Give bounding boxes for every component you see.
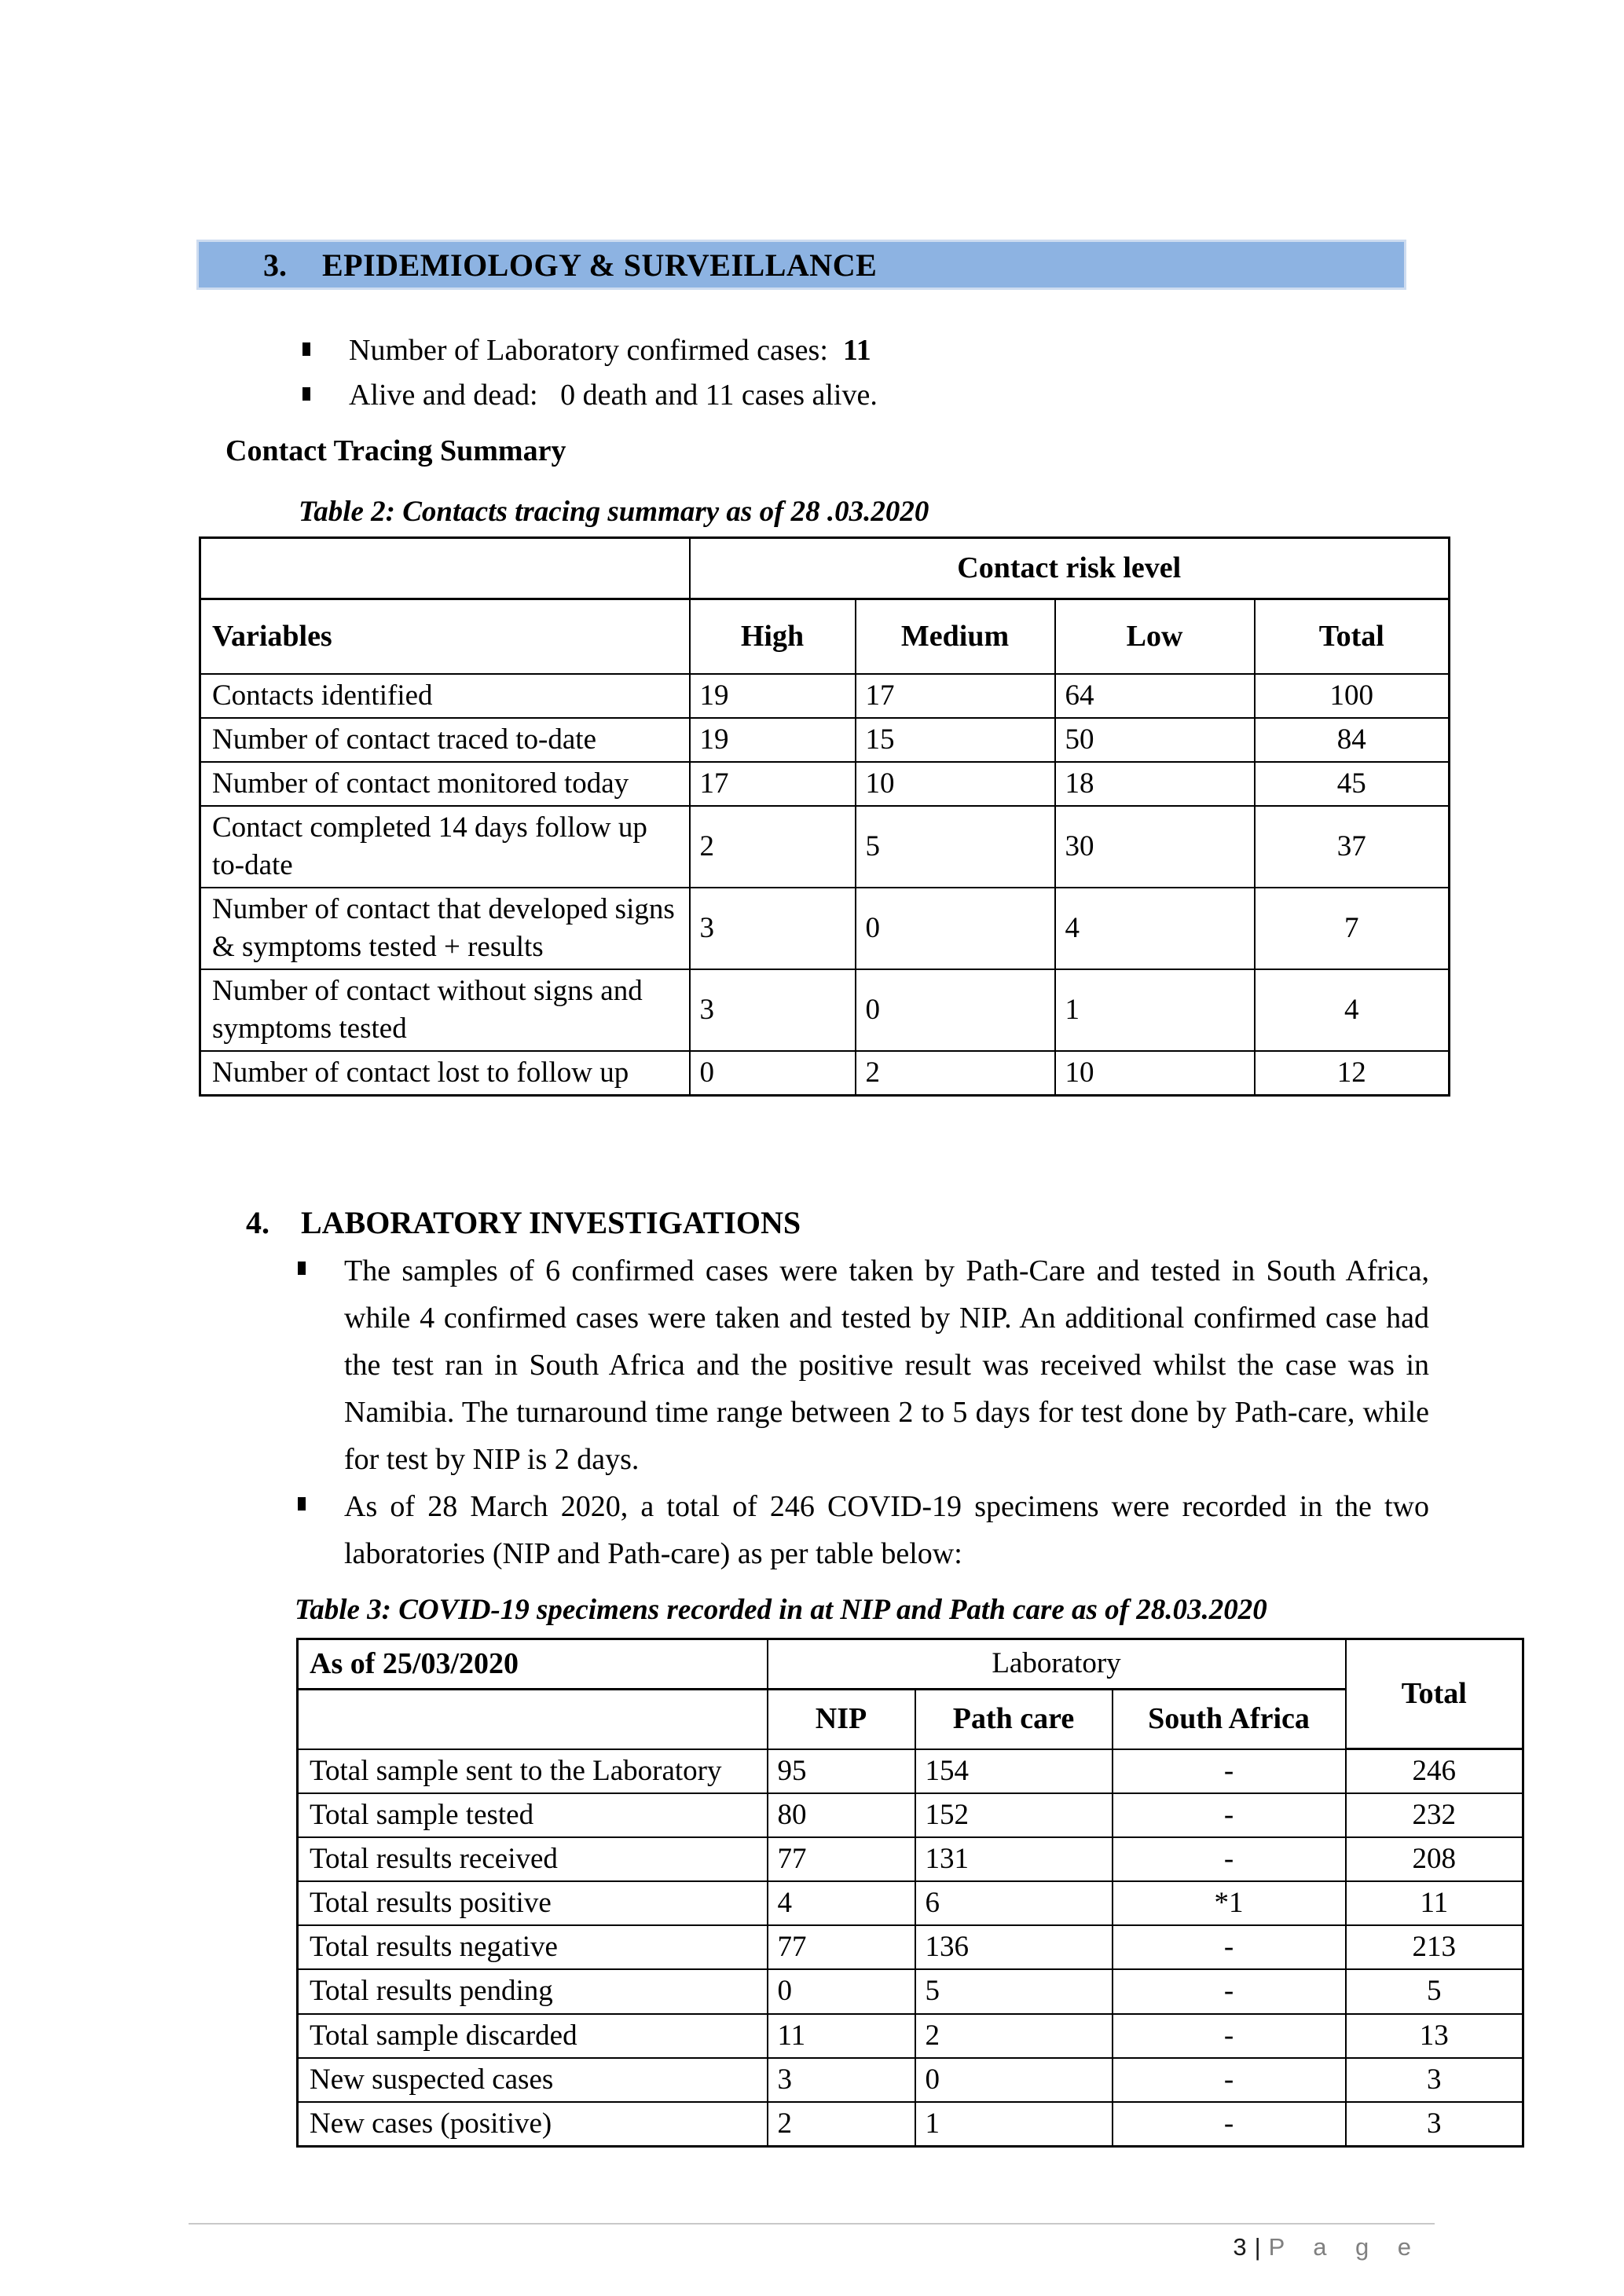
square-bullet-icon xyxy=(302,387,310,401)
cell-southafrica: - xyxy=(1113,2058,1346,2102)
cell-low: 10 xyxy=(1055,1051,1255,1096)
table3-empty-cell xyxy=(298,1690,768,1749)
section4-number: 4. xyxy=(246,1205,269,1240)
cell-variable: Total sample tested xyxy=(298,1793,768,1837)
cell-high: 2 xyxy=(690,806,856,888)
cell-total: 7 xyxy=(1255,888,1450,969)
cell-pathcare: 136 xyxy=(915,1925,1113,1969)
table-row xyxy=(298,1969,1523,2013)
square-bullet-icon xyxy=(298,1262,306,1275)
table-row xyxy=(298,1793,1523,1837)
table2-col-medium: Medium xyxy=(856,599,1055,674)
cell-medium: 15 xyxy=(856,718,1055,762)
contact-tracing-heading: Contact Tracing Summary xyxy=(225,434,566,467)
table3-col-pathcare: Path care xyxy=(915,1690,1113,1749)
cell-total: 232 xyxy=(1346,1793,1523,1837)
bullet-text-bold: 11 xyxy=(842,334,871,367)
bullet-text-plain: Alive and dead: 0 death and 11 cases alive. xyxy=(349,379,878,412)
cell-variable: Contact completed 14 days follow up to-date xyxy=(200,806,690,888)
table-row xyxy=(200,762,1450,806)
cell-low: 18 xyxy=(1055,762,1255,806)
footer-separator: | xyxy=(1254,2233,1261,2261)
cell-low: 50 xyxy=(1055,718,1255,762)
cell-total: 100 xyxy=(1255,674,1450,718)
square-bullet-icon xyxy=(298,1497,306,1511)
table2-col-total: Total xyxy=(1255,599,1450,674)
page-footer xyxy=(189,2233,1422,2261)
bullet-text-plain: Number of Laboratory confirmed cases: xyxy=(349,334,843,367)
bullet-text xyxy=(349,373,878,418)
section4-title: LABORATORY INVESTIGATIONS xyxy=(301,1205,801,1240)
cell-total: 13 xyxy=(1346,2014,1523,2058)
table2-group-header-row xyxy=(200,538,1450,599)
cell-variable: New suspected cases xyxy=(298,2058,768,2102)
table3-caption: Table 3: COVID-19 specimens recorded in at NIP and Path care as of 28.03.2020 xyxy=(295,1594,1267,1626)
cell-variable: Number of contact monitored today xyxy=(200,762,690,806)
cell-southafrica: - xyxy=(1113,2102,1346,2147)
cell-pathcare: 0 xyxy=(915,2058,1113,2102)
cell-nip: 4 xyxy=(768,1881,915,1925)
table2-caption: Table 2: Contacts tracing summary as of 28 .03.2020 xyxy=(299,496,929,528)
cell-low: 1 xyxy=(1055,969,1255,1051)
table3-col-total: Total xyxy=(1346,1639,1523,1749)
bullet-text xyxy=(349,328,871,373)
cell-high: 19 xyxy=(690,718,856,762)
cell-medium: 2 xyxy=(856,1051,1055,1096)
cell-southafrica: *1 xyxy=(1113,1881,1346,1925)
table3-group-header-row xyxy=(298,1639,1523,1690)
cell-total: 208 xyxy=(1346,1837,1523,1881)
bullet-alive-dead xyxy=(302,373,1426,418)
cell-high: 17 xyxy=(690,762,856,806)
contact-tracing-table xyxy=(199,536,1450,1097)
cell-southafrica: - xyxy=(1113,1837,1346,1881)
table-row xyxy=(200,674,1450,718)
specimens-table-tbody xyxy=(298,1749,1523,2147)
cell-medium: 5 xyxy=(856,806,1055,888)
table-row xyxy=(298,2058,1523,2102)
contact-tracing-table-tbody xyxy=(200,674,1450,1096)
cell-variable: Number of contact lost to follow up xyxy=(200,1051,690,1096)
table-row xyxy=(298,2014,1523,2058)
table-row xyxy=(298,1881,1523,1925)
table-row xyxy=(298,1837,1523,1881)
table2-empty-corner xyxy=(200,538,690,599)
cell-total: 84 xyxy=(1255,718,1450,762)
cell-southafrica: - xyxy=(1113,1749,1346,1794)
table2-group-header: Contact risk level xyxy=(690,538,1450,599)
cell-high: 3 xyxy=(690,888,856,969)
cell-total: 213 xyxy=(1346,1925,1523,1969)
cell-total: 246 xyxy=(1346,1749,1523,1794)
table-row xyxy=(200,1051,1450,1096)
cell-low: 64 xyxy=(1055,674,1255,718)
cell-variable: Total sample discarded xyxy=(298,2014,768,2058)
cell-total: 45 xyxy=(1255,762,1450,806)
square-bullet-icon xyxy=(302,342,310,356)
cell-variable: Total results negative xyxy=(298,1925,768,1969)
table3-corner-header: As of 25/03/2020 xyxy=(298,1639,768,1690)
bullet-text: As of 28 March 2020, a total of 246 COVID-19 specimens were recorded in the two laboratories (NIP and Path-care) as per table below: xyxy=(344,1490,1437,1571)
cell-low: 4 xyxy=(1055,888,1255,969)
table2-col-variables: Variables xyxy=(200,599,690,674)
cell-nip: 77 xyxy=(768,1837,915,1881)
table-row xyxy=(298,2102,1523,2147)
cell-medium: 10 xyxy=(856,762,1055,806)
table-row xyxy=(298,1749,1523,1794)
footer-divider xyxy=(189,2223,1435,2225)
cell-nip: 0 xyxy=(768,1969,915,2013)
cell-variable: Total results positive xyxy=(298,1881,768,1925)
section3-number: 3. xyxy=(263,247,287,283)
cell-pathcare: 6 xyxy=(915,1881,1113,1925)
cell-southafrica: - xyxy=(1113,1793,1346,1837)
table3-columns-row xyxy=(298,1690,1523,1749)
table3-col-nip: NIP xyxy=(768,1690,915,1749)
table2-col-high: High xyxy=(690,599,856,674)
cell-nip: 80 xyxy=(768,1793,915,1837)
cell-nip: 2 xyxy=(768,2102,915,2147)
cell-high: 0 xyxy=(690,1051,856,1096)
table-row xyxy=(200,718,1450,762)
table2-col-low: Low xyxy=(1055,599,1255,674)
section3-title: EPIDEMIOLOGY & SURVEILLANCE xyxy=(322,247,878,283)
cell-high: 3 xyxy=(690,969,856,1051)
table3-col-southafrica: South Africa xyxy=(1113,1690,1346,1749)
table-row xyxy=(200,806,1450,888)
cell-total: 3 xyxy=(1346,2102,1523,2147)
cell-medium: 17 xyxy=(856,674,1055,718)
cell-pathcare: 154 xyxy=(915,1749,1113,1794)
table2-columns-row xyxy=(200,599,1450,674)
cell-variable: Total sample sent to the Laboratory xyxy=(298,1749,768,1794)
section3-heading-banner xyxy=(196,240,1406,290)
cell-medium: 0 xyxy=(856,888,1055,969)
cell-total: 12 xyxy=(1255,1051,1450,1096)
cell-total: 37 xyxy=(1255,806,1450,888)
cell-total: 4 xyxy=(1255,969,1450,1051)
cell-variable: Number of contact traced to-date xyxy=(200,718,690,762)
cell-pathcare: 131 xyxy=(915,1837,1113,1881)
cell-pathcare: 2 xyxy=(915,2014,1113,2058)
cell-nip: 3 xyxy=(768,2058,915,2102)
footer-page-number: 3 xyxy=(1233,2233,1247,2261)
cell-total: 11 xyxy=(1346,1881,1523,1925)
table-row xyxy=(298,1925,1523,1969)
table-row xyxy=(200,888,1450,969)
cell-pathcare: 5 xyxy=(915,1969,1113,2013)
cell-variable: Total results received xyxy=(298,1837,768,1881)
cell-southafrica: - xyxy=(1113,2014,1346,2058)
cell-variable: Total results pending xyxy=(298,1969,768,2013)
cell-nip: 77 xyxy=(768,1925,915,1969)
specimens-table xyxy=(296,1638,1524,2148)
bullet-samples-pathcare xyxy=(298,1247,1437,1483)
cell-pathcare: 1 xyxy=(915,2102,1113,2147)
cell-variable: Number of contact without signs and symptoms tested xyxy=(200,969,690,1051)
cell-variable: Number of contact that developed signs & symptoms tested + results xyxy=(200,888,690,969)
bullet-specimens-recorded xyxy=(298,1483,1437,1577)
cell-high: 19 xyxy=(690,674,856,718)
section4-heading xyxy=(246,1204,801,1241)
cell-southafrica: - xyxy=(1113,1925,1346,1969)
cell-variable: New cases (positive) xyxy=(298,2102,768,2147)
cell-total: 3 xyxy=(1346,2058,1523,2102)
section4-bullet-list xyxy=(298,1247,1437,1577)
cell-southafrica: - xyxy=(1113,1969,1346,2013)
table-row xyxy=(200,969,1450,1051)
cell-variable: Contacts identified xyxy=(200,674,690,718)
cell-pathcare: 152 xyxy=(915,1793,1113,1837)
cell-nip: 95 xyxy=(768,1749,915,1794)
cell-nip: 11 xyxy=(768,2014,915,2058)
cell-low: 30 xyxy=(1055,806,1255,888)
cell-total: 5 xyxy=(1346,1969,1523,2013)
table3-group-header: Laboratory xyxy=(768,1639,1346,1690)
section3-bullet-list xyxy=(302,328,1426,418)
cell-medium: 0 xyxy=(856,969,1055,1051)
bullet-text: The samples of 6 confirmed cases were taken by Path-Care and tested in South Africa, while 4 confirmed cases were taken and tested by NIP. An additional confirmed case had the test ran in South Africa and the positive result was received whilst the case was in Namibia. The turnaround time range between 2 to 5 days for test done by Path-care, while for test by NIP is 2 days. xyxy=(344,1254,1437,1477)
bullet-confirmed-cases xyxy=(302,328,1426,373)
footer-page-label: P a g e xyxy=(1268,2233,1422,2261)
